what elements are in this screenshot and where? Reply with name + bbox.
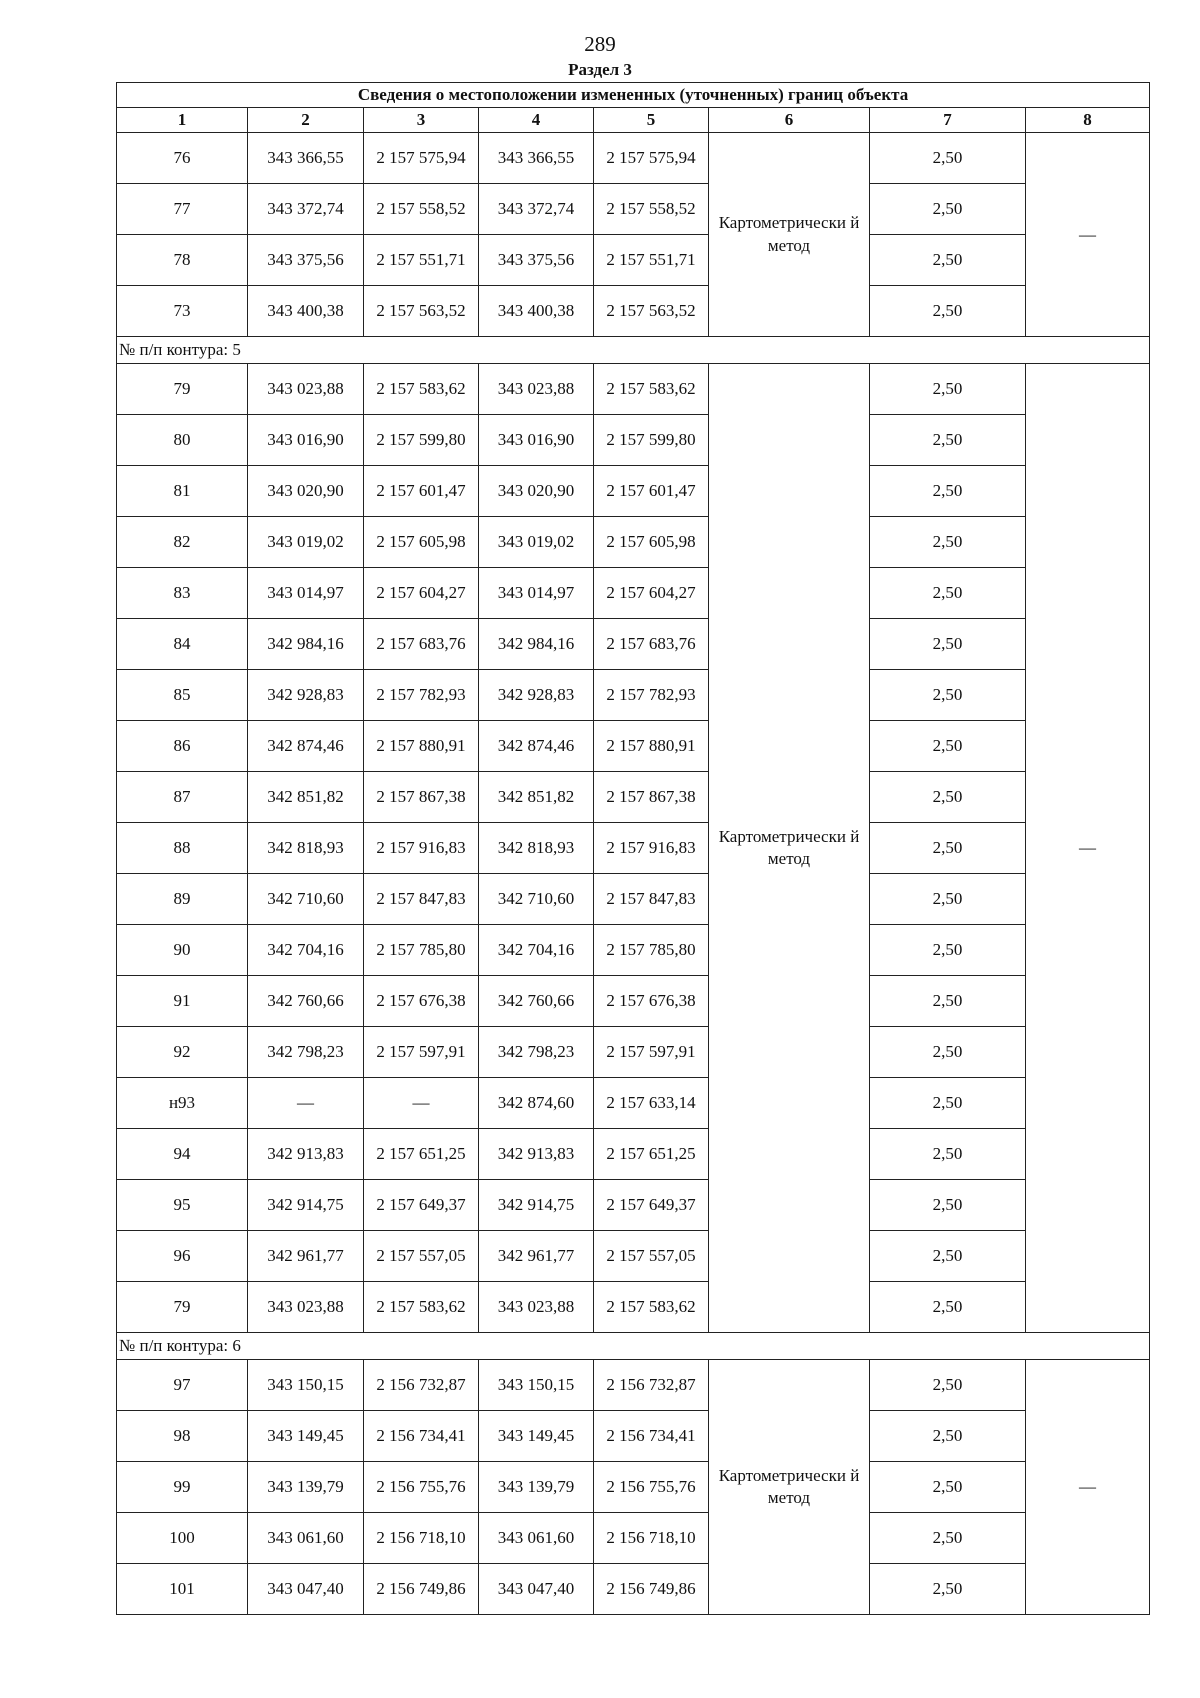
point-number: 97 <box>117 1360 248 1411</box>
point-number: 73 <box>117 286 248 337</box>
new-x: 343 149,45 <box>479 1411 594 1462</box>
new-y: 2 157 599,80 <box>594 415 709 466</box>
new-y: 2 157 676,38 <box>594 976 709 1027</box>
contour-label: № п/п контура: 6 <box>117 1333 1150 1360</box>
table-row <box>117 1564 1150 1615</box>
table-row <box>117 286 1150 337</box>
old-x: 343 372,74 <box>248 184 364 235</box>
new-y: 2 157 557,05 <box>594 1231 709 1282</box>
table-row <box>117 976 1150 1027</box>
old-y: 2 157 575,94 <box>364 133 479 184</box>
old-x: 342 704,16 <box>248 925 364 976</box>
old-x: 343 047,40 <box>248 1564 364 1615</box>
new-x: 343 047,40 <box>479 1564 594 1615</box>
new-x: 342 874,46 <box>479 721 594 772</box>
old-x: 343 020,90 <box>248 466 364 517</box>
old-x: 342 874,46 <box>248 721 364 772</box>
new-x: 343 020,90 <box>479 466 594 517</box>
table-row <box>117 619 1150 670</box>
new-x: 342 760,66 <box>479 976 594 1027</box>
point-number: 79 <box>117 364 248 415</box>
new-x: 343 023,88 <box>479 1282 594 1333</box>
new-x: 342 818,93 <box>479 823 594 874</box>
table-row <box>117 1180 1150 1231</box>
table-row <box>117 133 1150 184</box>
table-row <box>117 1411 1150 1462</box>
old-x: 343 016,90 <box>248 415 364 466</box>
new-y: 2 157 916,83 <box>594 823 709 874</box>
table-row <box>117 721 1150 772</box>
point-number: 76 <box>117 133 248 184</box>
table-row <box>117 466 1150 517</box>
table-row <box>117 1462 1150 1513</box>
new-y: 2 157 785,80 <box>594 925 709 976</box>
accuracy-value: 2,50 <box>870 184 1026 235</box>
method-cell: Картометрически й метод <box>709 133 870 337</box>
column-number: 7 <box>870 108 1026 133</box>
new-x: 343 150,15 <box>479 1360 594 1411</box>
old-x: 343 366,55 <box>248 133 364 184</box>
old-x: 343 023,88 <box>248 1282 364 1333</box>
table-row <box>117 415 1150 466</box>
accuracy-value: 2,50 <box>870 976 1026 1027</box>
old-y: 2 157 847,83 <box>364 874 479 925</box>
old-y: 2 157 867,38 <box>364 772 479 823</box>
new-x: 342 874,60 <box>479 1078 594 1129</box>
old-x: 342 913,83 <box>248 1129 364 1180</box>
old-x: 342 710,60 <box>248 874 364 925</box>
point-number: 82 <box>117 517 248 568</box>
old-x: — <box>248 1078 364 1129</box>
old-x: 343 061,60 <box>248 1513 364 1564</box>
accuracy-value: 2,50 <box>870 1180 1026 1231</box>
accuracy-value: 2,50 <box>870 874 1026 925</box>
accuracy-value: 2,50 <box>870 568 1026 619</box>
new-y: 2 156 749,86 <box>594 1564 709 1615</box>
old-x: 342 798,23 <box>248 1027 364 1078</box>
accuracy-value: 2,50 <box>870 235 1026 286</box>
old-y: 2 156 755,76 <box>364 1462 479 1513</box>
point-number: 100 <box>117 1513 248 1564</box>
contour-label: № п/п контура: 5 <box>117 337 1150 364</box>
new-y: 2 157 604,27 <box>594 568 709 619</box>
old-y: 2 156 718,10 <box>364 1513 479 1564</box>
old-y: 2 157 782,93 <box>364 670 479 721</box>
table-row <box>117 772 1150 823</box>
new-x: 343 016,90 <box>479 415 594 466</box>
table-row <box>117 1231 1150 1282</box>
old-y: 2 157 583,62 <box>364 364 479 415</box>
point-number: 91 <box>117 976 248 1027</box>
new-y: 2 157 847,83 <box>594 874 709 925</box>
new-y: 2 157 563,52 <box>594 286 709 337</box>
old-y: 2 157 563,52 <box>364 286 479 337</box>
accuracy-value: 2,50 <box>870 670 1026 721</box>
accuracy-value: 2,50 <box>870 466 1026 517</box>
old-x: 342 851,82 <box>248 772 364 823</box>
new-y: 2 157 583,62 <box>594 364 709 415</box>
new-y: 2 156 732,87 <box>594 1360 709 1411</box>
old-x: 342 984,16 <box>248 619 364 670</box>
table-row <box>117 1282 1150 1333</box>
old-y: 2 157 551,71 <box>364 235 479 286</box>
table-title-row <box>117 83 1150 108</box>
new-y: 2 157 880,91 <box>594 721 709 772</box>
table-row <box>117 1360 1150 1411</box>
table-row <box>117 925 1150 976</box>
old-y: 2 157 605,98 <box>364 517 479 568</box>
new-y: 2 157 605,98 <box>594 517 709 568</box>
old-x: 343 150,15 <box>248 1360 364 1411</box>
new-x: 342 851,82 <box>479 772 594 823</box>
contour-label-row <box>117 1333 1150 1360</box>
column-8-dash: — <box>1026 133 1150 337</box>
table-row <box>117 1513 1150 1564</box>
new-x: 342 710,60 <box>479 874 594 925</box>
contour-label-row <box>117 337 1150 364</box>
new-x: 343 014,97 <box>479 568 594 619</box>
column-8-dash: — <box>1026 364 1150 1333</box>
point-number: н93 <box>117 1078 248 1129</box>
new-x: 343 366,55 <box>479 133 594 184</box>
old-y: 2 157 880,91 <box>364 721 479 772</box>
accuracy-value: 2,50 <box>870 1129 1026 1180</box>
table-row <box>117 670 1150 721</box>
old-y: 2 157 916,83 <box>364 823 479 874</box>
table-row <box>117 874 1150 925</box>
point-number: 78 <box>117 235 248 286</box>
new-x: 342 913,83 <box>479 1129 594 1180</box>
old-y: — <box>364 1078 479 1129</box>
table-row <box>117 1027 1150 1078</box>
point-number: 83 <box>117 568 248 619</box>
table-row <box>117 517 1150 568</box>
new-x: 343 139,79 <box>479 1462 594 1513</box>
point-number: 84 <box>117 619 248 670</box>
point-number: 89 <box>117 874 248 925</box>
new-x: 343 372,74 <box>479 184 594 235</box>
old-x: 342 914,75 <box>248 1180 364 1231</box>
new-y: 2 157 551,71 <box>594 235 709 286</box>
old-y: 2 157 649,37 <box>364 1180 479 1231</box>
column-number-row <box>117 108 1150 133</box>
new-x: 343 400,38 <box>479 286 594 337</box>
old-y: 2 157 599,80 <box>364 415 479 466</box>
old-y: 2 157 604,27 <box>364 568 479 619</box>
old-x: 343 149,45 <box>248 1411 364 1462</box>
old-x: 343 014,97 <box>248 568 364 619</box>
new-x: 343 023,88 <box>479 364 594 415</box>
point-number: 79 <box>117 1282 248 1333</box>
old-y: 2 157 651,25 <box>364 1129 479 1180</box>
table-row <box>117 823 1150 874</box>
column-8-dash: — <box>1026 1360 1150 1615</box>
new-y: 2 157 867,38 <box>594 772 709 823</box>
old-x: 342 760,66 <box>248 976 364 1027</box>
accuracy-value: 2,50 <box>870 721 1026 772</box>
accuracy-value: 2,50 <box>870 1360 1026 1411</box>
point-number: 85 <box>117 670 248 721</box>
new-x: 343 375,56 <box>479 235 594 286</box>
new-y: 2 156 755,76 <box>594 1462 709 1513</box>
new-x: 342 961,77 <box>479 1231 594 1282</box>
column-number: 5 <box>594 108 709 133</box>
accuracy-value: 2,50 <box>870 1027 1026 1078</box>
table-row <box>117 364 1150 415</box>
new-x: 342 914,75 <box>479 1180 594 1231</box>
point-number: 87 <box>117 772 248 823</box>
point-number: 90 <box>117 925 248 976</box>
point-number: 96 <box>117 1231 248 1282</box>
old-y: 2 157 557,05 <box>364 1231 479 1282</box>
table-row <box>117 184 1150 235</box>
new-x: 342 704,16 <box>479 925 594 976</box>
accuracy-value: 2,50 <box>870 364 1026 415</box>
new-y: 2 157 782,93 <box>594 670 709 721</box>
old-x: 342 818,93 <box>248 823 364 874</box>
point-number: 81 <box>117 466 248 517</box>
point-number: 77 <box>117 184 248 235</box>
accuracy-value: 2,50 <box>870 1513 1026 1564</box>
new-x: 342 798,23 <box>479 1027 594 1078</box>
old-y: 2 157 558,52 <box>364 184 479 235</box>
table-row <box>117 235 1150 286</box>
point-number: 94 <box>117 1129 248 1180</box>
old-y: 2 157 676,38 <box>364 976 479 1027</box>
old-y: 2 157 785,80 <box>364 925 479 976</box>
column-number: 4 <box>479 108 594 133</box>
column-number: 6 <box>709 108 870 133</box>
new-y: 2 157 597,91 <box>594 1027 709 1078</box>
old-y: 2 156 749,86 <box>364 1564 479 1615</box>
boundary-table <box>116 82 1150 1615</box>
old-y: 2 157 601,47 <box>364 466 479 517</box>
old-x: 342 928,83 <box>248 670 364 721</box>
old-y: 2 157 683,76 <box>364 619 479 670</box>
accuracy-value: 2,50 <box>870 1078 1026 1129</box>
method-cell: Картометрически й метод <box>709 1360 870 1615</box>
new-y: 2 156 734,41 <box>594 1411 709 1462</box>
accuracy-value: 2,50 <box>870 286 1026 337</box>
new-x: 343 061,60 <box>479 1513 594 1564</box>
point-number: 99 <box>117 1462 248 1513</box>
point-number: 88 <box>117 823 248 874</box>
accuracy-value: 2,50 <box>870 1231 1026 1282</box>
old-x: 343 375,56 <box>248 235 364 286</box>
point-number: 98 <box>117 1411 248 1462</box>
new-y: 2 156 718,10 <box>594 1513 709 1564</box>
point-number: 92 <box>117 1027 248 1078</box>
old-x: 343 023,88 <box>248 364 364 415</box>
accuracy-value: 2,50 <box>870 415 1026 466</box>
accuracy-value: 2,50 <box>870 133 1026 184</box>
accuracy-value: 2,50 <box>870 925 1026 976</box>
new-y: 2 157 633,14 <box>594 1078 709 1129</box>
point-number: 101 <box>117 1564 248 1615</box>
column-number: 8 <box>1026 108 1150 133</box>
section-heading: Раздел 3 <box>568 60 632 79</box>
new-y: 2 157 583,62 <box>594 1282 709 1333</box>
old-y: 2 156 734,41 <box>364 1411 479 1462</box>
accuracy-value: 2,50 <box>870 1462 1026 1513</box>
table-row <box>117 1129 1150 1180</box>
old-y: 2 157 597,91 <box>364 1027 479 1078</box>
method-cell: Картометрически й метод <box>709 364 870 1333</box>
accuracy-value: 2,50 <box>870 1564 1026 1615</box>
accuracy-value: 2,50 <box>870 517 1026 568</box>
old-x: 343 400,38 <box>248 286 364 337</box>
old-x: 342 961,77 <box>248 1231 364 1282</box>
accuracy-value: 2,50 <box>870 1411 1026 1462</box>
new-y: 2 157 649,37 <box>594 1180 709 1231</box>
table-row <box>117 568 1150 619</box>
new-y: 2 157 651,25 <box>594 1129 709 1180</box>
column-number: 2 <box>248 108 364 133</box>
new-y: 2 157 558,52 <box>594 184 709 235</box>
table-title: Сведения о местоположении измененных (уточненных) границ объекта <box>117 83 1150 108</box>
accuracy-value: 2,50 <box>870 772 1026 823</box>
old-y: 2 156 732,87 <box>364 1360 479 1411</box>
new-y: 2 157 575,94 <box>594 133 709 184</box>
column-number: 1 <box>117 108 248 133</box>
point-number: 80 <box>117 415 248 466</box>
accuracy-value: 2,50 <box>870 823 1026 874</box>
new-y: 2 157 601,47 <box>594 466 709 517</box>
point-number: 86 <box>117 721 248 772</box>
old-x: 343 019,02 <box>248 517 364 568</box>
point-number: 95 <box>117 1180 248 1231</box>
accuracy-value: 2,50 <box>870 619 1026 670</box>
old-x: 343 139,79 <box>248 1462 364 1513</box>
new-x: 342 928,83 <box>479 670 594 721</box>
page-number: 289 <box>584 32 616 56</box>
old-y: 2 157 583,62 <box>364 1282 479 1333</box>
new-x: 343 019,02 <box>479 517 594 568</box>
new-y: 2 157 683,76 <box>594 619 709 670</box>
accuracy-value: 2,50 <box>870 1282 1026 1333</box>
new-x: 342 984,16 <box>479 619 594 670</box>
table-row <box>117 1078 1150 1129</box>
column-number: 3 <box>364 108 479 133</box>
